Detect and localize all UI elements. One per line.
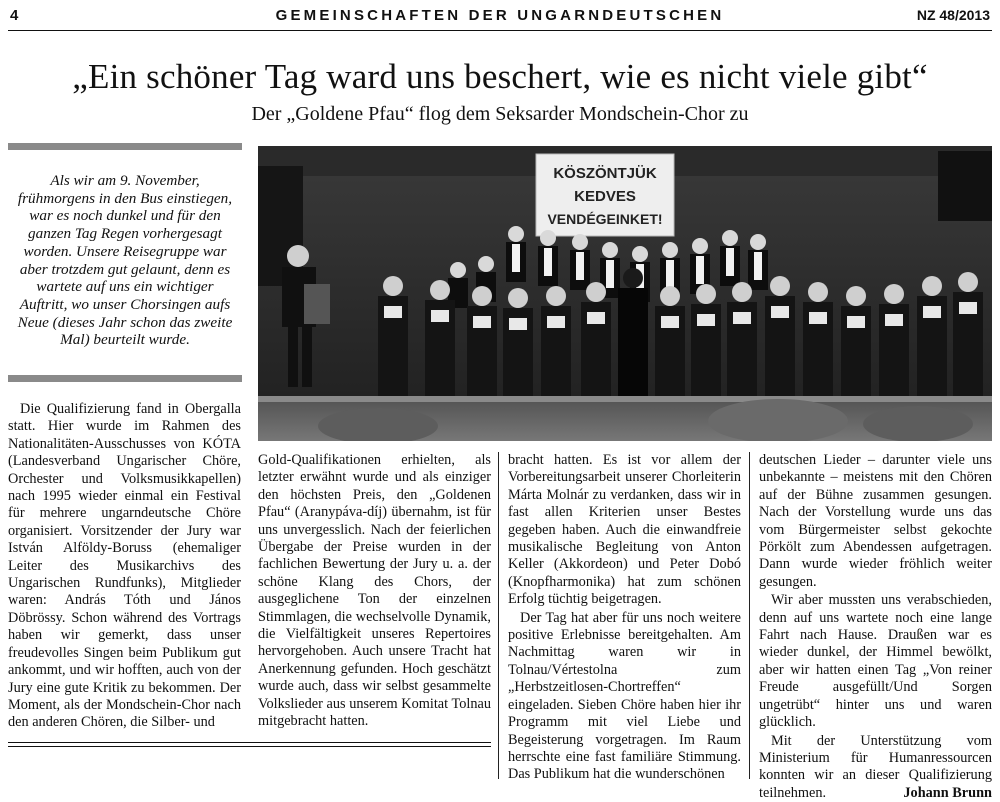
- article-end-rule: [8, 742, 491, 743]
- article-author: Johann Brunn: [891, 785, 992, 802]
- column-2-paragraph: Gold-Qualifikationen erhielten, als letzter erwähnt wurde und als einziger den höchsten Preis, den „Goldenen Pfau“ (Aranypáva-díj) übernahm, ist für uns unvergesslich. Nach der feierlichen Übergabe der Preise wurden in der fachlichen Bewertung der Jury u. a. der schöne Klang des Chors, der ausgeglichene Ton der einzelnen Stimmlagen, die wechselvolle Dynamik, die Vielfältigkeit unseres Repertoires hervorgehoben. Auch unsere Tracht hat Anerkennung gefunden. Hoch geschätzt wurde auch, dass wir selbst gesammelte Volkslieder aus unserem Komitat Tolnau mitgebracht hatten.: [258, 452, 491, 731]
- column-divider: [749, 452, 750, 779]
- column-divider: [498, 452, 499, 779]
- article-column-1: [8, 401, 241, 732]
- article-headline: „Ein schöner Tag ward uns beschert, wie es nicht viele gibt“: [0, 55, 1000, 99]
- section-title: GEMEINSCHAFTEN DER UNGARNDEUTSCHEN: [8, 7, 992, 24]
- article-subheadline: Der „Goldene Pfau“ flog dem Seksarder Mondschein-Chor zu: [0, 101, 1000, 127]
- article-column-4: [759, 452, 992, 802]
- intro-rule-top: [8, 143, 242, 150]
- page-number: 4: [10, 7, 18, 24]
- intro-rule-bottom: [8, 375, 242, 382]
- column-4-paragraph-2: Wir aber mussten uns verabschieden, denn auf uns wartete noch eine lange Fahrt nach Hause. Draußen war es wieder dunkel, der Himmel bewölkt, aber wir hatten einen Tag „Von reiner Freude ausgefüllt/Und Sorgen ungetrübt“ hinter uns und waren glücklich.: [759, 592, 992, 731]
- banner-line-3: VENDÉGEINKET!: [547, 211, 662, 227]
- article-column-2: [258, 452, 491, 731]
- column-4-paragraph-3-text: Mit der Unterstützung vom Ministerium für Humanressourcen konnten wir an dieser Qualifizierung teilnehmen.: [759, 733, 992, 801]
- article-column-3: [508, 452, 741, 784]
- column-4-paragraph-1: deutschen Lieder – darunter viele uns unbekannte – meistens mit den Chören auf der Bühne zusammen gesungen. Nach der Vorstellung wurde uns das vom Bürgermeister selbst gekochte Pörkölt zum Abendessen aufgetragen. Dann wurde wieder fröhlich weiter gesungen.: [759, 452, 992, 591]
- choir-photo-graphic: [258, 146, 992, 441]
- article-end-rule-thin: [8, 746, 491, 747]
- issue-number: NZ 48/2013: [917, 7, 990, 23]
- header-rule: [8, 30, 992, 31]
- column-3-paragraph-2: Der Tag hat aber für uns noch weitere positive Erlebnisse bereitgehalten. Am Nachmittag waren wir in Tolnau/Vértestolna zum „Herbstzeitlosen-Chortreffen“ eingeladen. Sieben Chöre haben hier ihr Programm mit viel Liebe und Begeisterung vorgetragen. Im Raum herrschte eine fast familiäre Stimmung. Das Publikum hat die wunderschönen: [508, 610, 741, 784]
- page-header: [8, 6, 992, 28]
- banner-line-1: KÖSZÖNTJÜK: [553, 165, 657, 182]
- column-1-paragraph: Die Qualifizierung fand in Obergalla statt. Hier wurde im Rahmen des Nationalitäten-Ausschusses von KÓTA (Landesverband Ungarischer Chöre, Orchester und Volksmusikkapellen) nach 1995 wieder einmal ein Festival für mehrere ungarndeutsche Chöre organisiert. Vorsitzender der Jury war István Alföldy-Boruss (ehemaliger Leiter des Musikarchivs des Ungarischen Rundfunks), Mitglieder waren: András Tóth und János Döbrössy. Schon während des Vortrags haben wir gemerkt, dass unser freudevolles Singen beim Publikum gut ankommt, und wir hofften, auch von der Jury eine gute Kritik zu bekommen. Der Moment, als der Mondschein-Chor nach den anderen Chören, die Silber- und: [8, 401, 241, 732]
- intro-text: Als wir am 9. November, frühmorgens in den Bus einstiegen, war es noch dunkel und für den ganzen Tag Regen vorhergesagt worden. Unsere Reisegruppe war aber trotzdem gut gelaunt, denn es wartete auf uns ein wichtiger Auftritt, wo unser Chorsingen aufs Neue (dieses Jahr schon das zweite Mal) beurteilt wurde.: [12, 172, 238, 349]
- banner-line-2: KEDVES: [574, 188, 636, 205]
- choir-photo: [258, 146, 992, 441]
- column-4-paragraph-3: [759, 733, 992, 802]
- column-3-paragraph-1: bracht hatten. Es ist vor allem der Vorbereitungsarbeit unserer Chorleiterin Márta Molnár zu verdanken, dass wir in fast allen Kriterien unser Bestes gegeben haben. Auch die einwandfreie musikalische Begleitung von Anton Keller (Akkordeon) und Peter Dobó (Knopfharmonika) hat zum schönen Erfolg tüchtig beigetragen.: [508, 452, 741, 609]
- intro-box: [8, 143, 242, 382]
